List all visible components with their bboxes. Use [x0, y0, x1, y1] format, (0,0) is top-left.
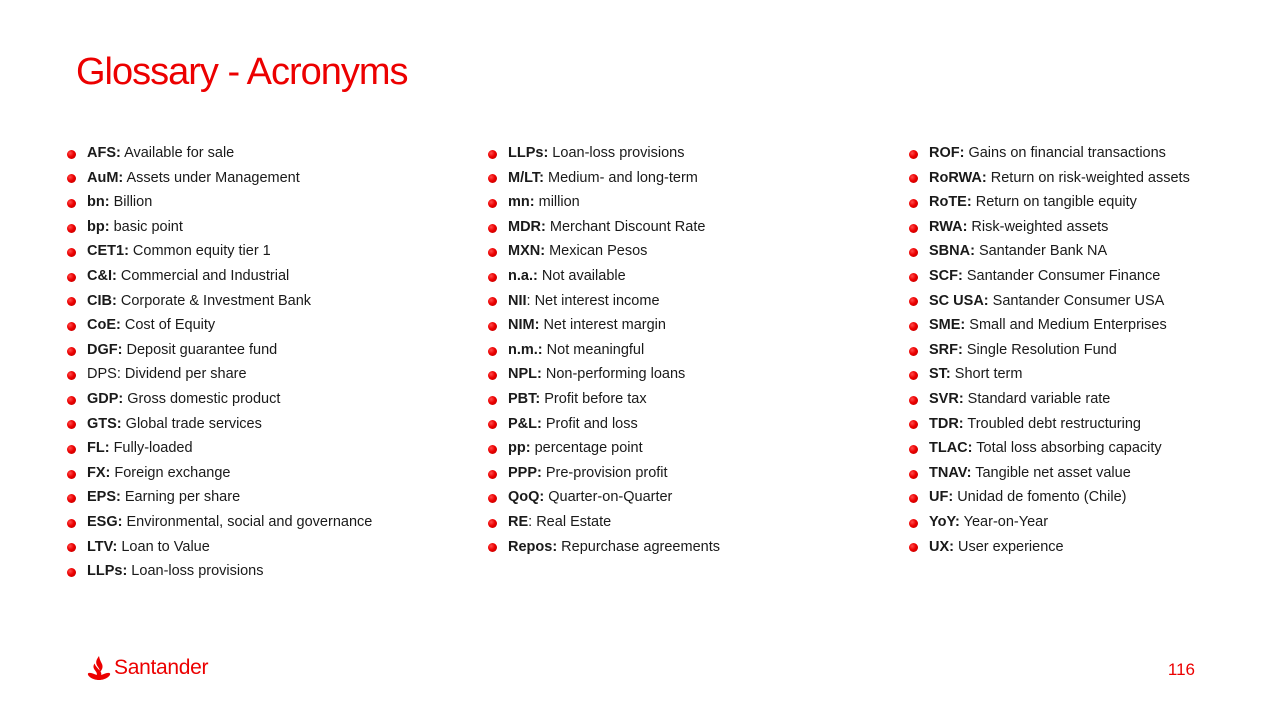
glossary-item: [67, 436, 372, 461]
glossary-item: [488, 313, 720, 338]
glossary-entry: [929, 215, 1108, 240]
bullet-icon: [909, 420, 918, 429]
definition: Medium- and long-term: [543, 169, 698, 186]
glossary-entry: [87, 141, 234, 166]
definition: Gross domestic product: [123, 390, 281, 407]
bullet-icon: [67, 273, 76, 282]
acronym: SCF:: [929, 267, 963, 284]
definition: Profit before tax: [540, 390, 647, 407]
acronym: DGF:: [87, 341, 123, 358]
glossary-item: [67, 559, 372, 584]
glossary-item: [67, 190, 372, 215]
bullet-icon: [909, 494, 918, 503]
bullet-icon: [67, 347, 76, 356]
glossary-entry: [508, 239, 647, 264]
bullet-icon: [67, 420, 76, 429]
glossary-item: [488, 190, 720, 215]
acronym: NPL:: [508, 366, 542, 383]
definition: million: [534, 194, 580, 211]
glossary-entry: [929, 362, 1022, 387]
glossary-item: [488, 239, 720, 264]
bullet-icon: [67, 543, 76, 552]
bullet-icon: [67, 568, 76, 577]
definition: Return on tangible equity: [971, 194, 1137, 211]
acronym: TDR:: [929, 415, 964, 432]
glossary-item: [909, 535, 1190, 560]
acronym: MDR:: [508, 218, 546, 235]
bullet-icon: [909, 273, 918, 282]
glossary-entry: [87, 166, 300, 191]
bullet-icon: [488, 347, 497, 356]
glossary-item: [488, 141, 720, 166]
definition: Non-performing loans: [541, 366, 686, 383]
glossary-entry: [508, 362, 685, 387]
definition: Santander Bank NA: [974, 243, 1108, 260]
glossary-entry: [508, 412, 638, 437]
acronym: PPP:: [508, 464, 542, 481]
glossary-column-2: [488, 141, 720, 559]
glossary-entry: [929, 535, 1064, 560]
acronym: RWA:: [929, 218, 968, 235]
definition: Short term: [950, 366, 1023, 383]
glossary-entry: [87, 387, 280, 412]
glossary-entry: [508, 190, 580, 215]
bullet-icon: [67, 445, 76, 454]
definition: Billion: [109, 194, 153, 211]
glossary-entry: [508, 436, 643, 461]
definition: Standard variable rate: [963, 390, 1111, 407]
glossary-item: [488, 362, 720, 387]
definition: Loan-loss provisions: [127, 563, 264, 580]
acronym: RE: [508, 513, 529, 530]
glossary-item: [909, 166, 1190, 191]
bullet-icon: [488, 494, 497, 503]
acronym: mn:: [508, 194, 535, 211]
bullet-icon: [488, 445, 497, 454]
glossary-entry: [87, 215, 183, 240]
acronym: Repos:: [508, 538, 558, 555]
acronym: AuM:: [87, 169, 124, 186]
acronym: pp:: [508, 440, 531, 457]
definition: Total loss absorbing capacity: [972, 440, 1162, 457]
bullet-icon: [67, 519, 76, 528]
bullet-icon: [488, 273, 497, 282]
acronym: SC USA:: [929, 292, 989, 309]
bullet-icon: [67, 248, 76, 257]
glossary-item: [909, 461, 1190, 486]
bullet-icon: [67, 470, 76, 479]
acronym: LLPs:: [87, 563, 128, 580]
bullet-icon: [909, 371, 918, 380]
glossary-item: [909, 387, 1190, 412]
glossary-entry: [87, 362, 247, 387]
glossary-column-1: [67, 141, 372, 584]
bullet-icon: [909, 445, 918, 454]
glossary-item: [909, 485, 1190, 510]
definition: Single Resolution Fund: [962, 341, 1117, 358]
bullet-icon: [488, 224, 497, 233]
glossary-item: [67, 362, 372, 387]
glossary-item: [909, 313, 1190, 338]
definition: Repurchase agreements: [557, 538, 720, 555]
bullet-icon: [488, 543, 497, 552]
glossary-entry: [508, 166, 698, 191]
acronym: CIB:: [87, 292, 117, 309]
definition: Not meaningful: [542, 341, 645, 358]
glossary-entry: [508, 387, 647, 412]
glossary-entry: [508, 141, 685, 166]
glossary-entry: [929, 412, 1141, 437]
bullet-icon: [909, 248, 918, 257]
definition: Fully-loaded: [109, 440, 193, 457]
definition: Small and Medium Enterprises: [965, 317, 1167, 334]
glossary-entry: [87, 559, 264, 584]
glossary-entry: [929, 141, 1166, 166]
santander-flame-icon: [87, 655, 111, 681]
acronym: SRF:: [929, 341, 963, 358]
glossary-item: [67, 166, 372, 191]
definition: Deposit guarantee fund: [122, 341, 278, 358]
acronym: bn:: [87, 194, 110, 211]
definition: Year-on-Year: [959, 513, 1049, 530]
glossary-entry: [508, 313, 666, 338]
acronym: ROF:: [929, 145, 965, 161]
glossary-entry: [508, 485, 672, 510]
acronym: MXN:: [508, 243, 546, 260]
glossary-entry: [508, 461, 668, 486]
glossary-entry: [508, 289, 660, 314]
bullet-icon: [67, 224, 76, 233]
definition: Risk-weighted assets: [967, 218, 1109, 235]
definition: Unidad de fomento (Chile): [953, 489, 1127, 506]
definition: DPS: Dividend per share: [87, 366, 247, 383]
glossary-item: [67, 412, 372, 437]
glossary-item: [909, 362, 1190, 387]
glossary-item: [909, 412, 1190, 437]
glossary-item: [909, 436, 1190, 461]
glossary-item: [488, 387, 720, 412]
acronym: QoQ:: [508, 489, 545, 506]
bullet-icon: [488, 297, 497, 306]
glossary-entry: [87, 485, 240, 510]
glossary-item: [67, 535, 372, 560]
glossary-item: [67, 215, 372, 240]
glossary-entry: [87, 289, 311, 314]
definition: Cost of Equity: [120, 317, 216, 334]
bullet-icon: [909, 322, 918, 331]
bullet-icon: [488, 150, 497, 159]
bullet-icon: [67, 297, 76, 306]
glossary-item: [67, 485, 372, 510]
glossary-entry: [508, 338, 644, 363]
glossary-item: [488, 338, 720, 363]
acronym: PBT:: [508, 390, 541, 407]
acronym: NIM:: [508, 317, 540, 334]
glossary-column-3: [909, 141, 1190, 559]
glossary-item: [67, 264, 372, 289]
glossary-item: [909, 239, 1190, 264]
bullet-icon: [67, 396, 76, 405]
glossary-entry: [87, 338, 277, 363]
bullet-icon: [909, 519, 918, 528]
santander-logo: [87, 655, 208, 681]
acronym: C&I:: [87, 267, 117, 284]
acronym: SME:: [929, 317, 966, 334]
glossary-item: [67, 141, 372, 166]
glossary-columns: [0, 141, 1280, 601]
acronym: n.a.:: [508, 267, 538, 284]
bullet-icon: [67, 322, 76, 331]
glossary-entry: [508, 535, 720, 560]
page-title: Glossary - Acronyms: [76, 51, 408, 94]
bullet-icon: [909, 543, 918, 552]
definition: Assets under Management: [123, 169, 300, 186]
definition: Quarter-on-Quarter: [544, 489, 673, 506]
glossary-item: [909, 215, 1190, 240]
glossary-item: [909, 289, 1190, 314]
glossary-item: [67, 289, 372, 314]
bullet-icon: [909, 347, 918, 356]
definition: Tangible net asset value: [971, 464, 1131, 481]
definition: percentage point: [530, 440, 643, 457]
definition: Troubled debt restructuring: [963, 415, 1141, 432]
glossary-item: [909, 510, 1190, 535]
acronym: LTV:: [87, 538, 118, 555]
definition: Profit and loss: [541, 415, 638, 432]
bullet-icon: [488, 322, 497, 331]
bullet-icon: [67, 494, 76, 503]
acronym: YoY:: [929, 513, 960, 530]
glossary-entry: [508, 264, 626, 289]
definition: Environmental, social and governance: [122, 513, 373, 530]
definition: Commercial and Industrial: [116, 267, 290, 284]
glossary-entry: [87, 190, 152, 215]
definition: Net interest margin: [539, 317, 666, 334]
glossary-item: [488, 485, 720, 510]
bullet-icon: [488, 371, 497, 380]
glossary-item: [909, 264, 1190, 289]
glossary-item: [67, 387, 372, 412]
glossary-entry: [929, 264, 1160, 289]
glossary-entry: [87, 510, 372, 535]
glossary-item: [909, 338, 1190, 363]
bullet-icon: [488, 174, 497, 183]
definition: Corporate & Investment Bank: [116, 292, 312, 309]
acronym: UF:: [929, 489, 954, 506]
bullet-icon: [488, 248, 497, 257]
glossary-item: [909, 190, 1190, 215]
glossary-entry: [929, 436, 1162, 461]
glossary-item: [488, 535, 720, 560]
definition: : Net interest income: [526, 292, 660, 309]
definition: : Real Estate: [528, 513, 612, 530]
glossary-item: [67, 510, 372, 535]
bullet-icon: [67, 199, 76, 208]
acronym: n.m.:: [508, 341, 543, 358]
acronym: NII: [508, 292, 527, 309]
definition: Global trade services: [121, 415, 262, 432]
bullet-icon: [909, 174, 918, 183]
page-number: 116: [1167, 660, 1195, 679]
bullet-icon: [909, 224, 918, 233]
glossary-entry: [87, 239, 271, 264]
glossary-entry: [87, 461, 230, 486]
definition: Mexican Pesos: [545, 243, 648, 260]
glossary-item: [909, 141, 1190, 166]
definition: Santander Consumer Finance: [962, 267, 1161, 284]
glossary-item: [488, 289, 720, 314]
definition: Return on risk-weighted assets: [986, 169, 1190, 186]
acronym: ST:: [929, 366, 951, 383]
bullet-icon: [488, 396, 497, 405]
acronym: UX:: [929, 538, 954, 555]
glossary-entry: [87, 313, 215, 338]
glossary-item: [67, 239, 372, 264]
bullet-icon: [488, 420, 497, 429]
glossary-item: [67, 338, 372, 363]
glossary-entry: [929, 338, 1117, 363]
definition: Not available: [537, 267, 626, 284]
glossary-item: [488, 264, 720, 289]
glossary-item: [488, 215, 720, 240]
glossary-entry: [508, 510, 611, 535]
bullet-icon: [909, 199, 918, 208]
bullet-icon: [488, 470, 497, 479]
bullet-icon: [67, 371, 76, 380]
definition: Earning per share: [120, 489, 241, 506]
glossary-entry: [87, 535, 210, 560]
definition: Available for sale: [120, 145, 235, 161]
acronym: RoTE:: [929, 194, 972, 211]
definition: Gains on financial transactions: [964, 145, 1166, 161]
glossary-entry: [929, 387, 1110, 412]
glossary-entry: [87, 412, 262, 437]
acronym: EPS:: [87, 489, 121, 506]
acronym: CET1:: [87, 243, 129, 260]
glossary-entry: [508, 215, 705, 240]
definition: Loan to Value: [117, 538, 210, 555]
glossary-entry: [929, 313, 1167, 338]
acronym: RoRWA:: [929, 169, 987, 186]
glossary-entry: [929, 190, 1137, 215]
glossary-entry: [929, 289, 1164, 314]
glossary-entry: [87, 264, 289, 289]
acronym: TLAC:: [929, 440, 973, 457]
glossary-entry: [87, 436, 193, 461]
acronym: SVR:: [929, 390, 964, 407]
bullet-icon: [909, 396, 918, 405]
acronym: TNAV:: [929, 464, 972, 481]
acronym: SBNA:: [929, 243, 975, 260]
glossary-item: [488, 510, 720, 535]
acronym: FX:: [87, 464, 111, 481]
bullet-icon: [909, 150, 918, 159]
acronym: GTS:: [87, 415, 122, 432]
definition: basic point: [109, 218, 183, 235]
definition: Common equity tier 1: [128, 243, 271, 260]
glossary-item: [488, 166, 720, 191]
glossary-item: [67, 313, 372, 338]
acronym: AFS:: [87, 145, 121, 161]
bullet-icon: [488, 199, 497, 208]
acronym: LLPs:: [508, 145, 549, 161]
glossary-item: [67, 461, 372, 486]
bullet-icon: [67, 174, 76, 183]
definition: Santander Consumer USA: [988, 292, 1165, 309]
acronym: P&L:: [508, 415, 542, 432]
glossary-item: [488, 461, 720, 486]
acronym: bp:: [87, 218, 110, 235]
brand-name: Santander: [114, 656, 209, 679]
glossary-entry: [929, 510, 1048, 535]
glossary-entry: [929, 239, 1107, 264]
acronym: GDP:: [87, 390, 124, 407]
bullet-icon: [909, 297, 918, 306]
bullet-icon: [488, 519, 497, 528]
acronym: M/LT:: [508, 169, 544, 186]
glossary-entry: [929, 166, 1190, 191]
glossary-entry: [929, 461, 1131, 486]
definition: User experience: [953, 538, 1064, 555]
acronym: CoE:: [87, 317, 121, 334]
definition: Loan-loss provisions: [548, 145, 685, 161]
bullet-icon: [909, 470, 918, 479]
glossary-entry: [929, 485, 1126, 510]
definition: Pre-provision profit: [541, 464, 668, 481]
acronym: FL:: [87, 440, 110, 457]
acronym: ESG:: [87, 513, 123, 530]
definition: Foreign exchange: [110, 464, 231, 481]
definition: Merchant Discount Rate: [545, 218, 706, 235]
glossary-item: [488, 436, 720, 461]
glossary-item: [488, 412, 720, 437]
bullet-icon: [67, 150, 76, 159]
